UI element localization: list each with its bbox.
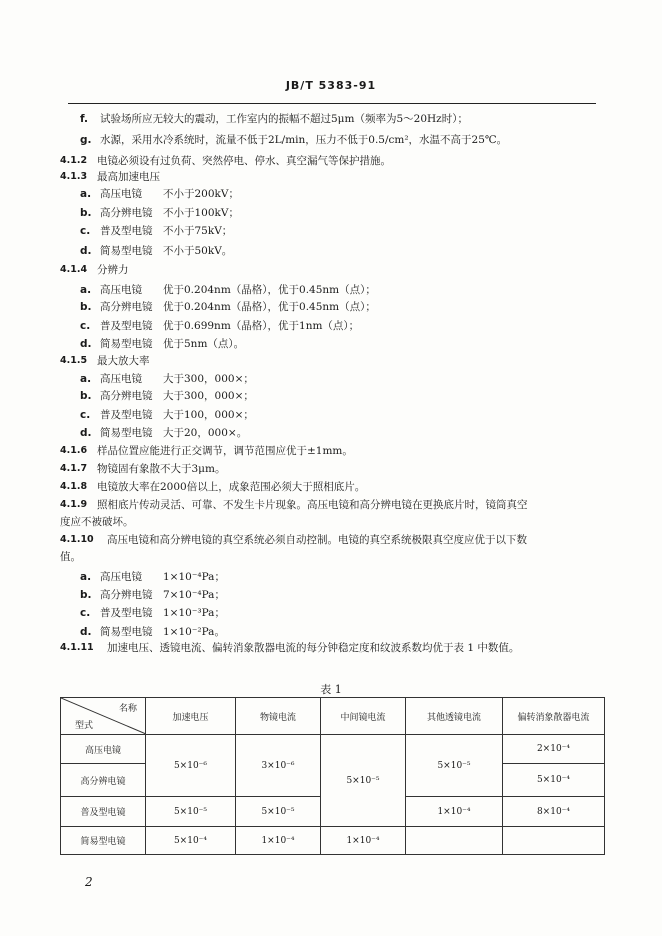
clause-number: 4.1.6: [60, 445, 88, 456]
item-letter: f.: [80, 113, 88, 125]
clause-number: 4.1.2: [60, 155, 88, 166]
list-item-text: 高压电镜 1×10⁻⁴Pa；: [100, 571, 225, 583]
page-number: 2: [85, 875, 93, 889]
corner-bottom-label: 型式: [75, 721, 94, 731]
list-item-text: 简易型电镜 不小于50kV。: [100, 245, 233, 257]
list-item-text: 普及型电镜 1×10⁻³Pa；: [100, 607, 225, 619]
list-item-text: 高压电镜 不小于200kV；: [100, 188, 239, 200]
column-header: 偏转消象散器电流: [503, 698, 605, 735]
column-header: 中间镜电流: [321, 698, 406, 735]
table-cell: 5×10⁻⁵: [236, 797, 321, 827]
item-letter: b.: [80, 589, 92, 601]
table-cell: 5×10⁻⁶: [146, 735, 236, 797]
clause-number: 4.1.4: [60, 264, 88, 275]
list-item-text: 高压电镜 优于0.204nm（晶格），优于0.45nm（点）；: [100, 284, 376, 296]
spec-table: [60, 697, 605, 855]
table-cell: 5×10⁻⁵: [406, 735, 503, 797]
table-caption: 表 1: [320, 683, 342, 696]
item-letter: d.: [80, 427, 92, 439]
clause-text: 高压电镜和高分辨电镜的真空系统必须自动控制。电镜的真空系统极限真空度应优于以下数: [107, 534, 527, 546]
table-cell: 5×10⁻⁵: [321, 735, 406, 827]
clause-number: 4.1.8: [60, 481, 88, 492]
table-cell: 1×10⁻⁴: [321, 827, 406, 855]
table-cell: 3×10⁻⁶: [236, 735, 321, 797]
row-label: 高分辨电镜: [61, 764, 146, 797]
clause-number: 4.1.5: [60, 355, 88, 366]
item-letter: b.: [80, 207, 92, 219]
item-letter: d.: [80, 626, 92, 638]
list-item-text: 试验场所应无较大的震动，工作室内的振幅不超过5μm（频率为5～20Hz时）；: [100, 113, 468, 125]
clause-number: 4.1.7: [60, 463, 88, 474]
clause-text: 照相底片传动灵活、可靠、不发生卡片现象。高压电镜和高分辨电镜在更换底片时，镜筒真空: [97, 499, 528, 511]
clause-text: 物镜固有象散不大于3μm。: [97, 463, 226, 475]
header-rule: [68, 103, 596, 104]
clause-text: 电镜放大率在2000倍以上，成象范围必须大于照相底片。: [97, 481, 366, 493]
list-item-text: 普及型电镜 不小于75kV；: [100, 225, 233, 237]
list-item-text: 高压电镜 大于300，000×；: [100, 373, 254, 385]
item-letter: b.: [80, 390, 92, 402]
list-item-text: 高分辨电镜 7×10⁻⁴Pa；: [100, 589, 225, 601]
clause-number: 4.1.11: [60, 642, 94, 653]
item-letter: a.: [80, 571, 92, 583]
table-cell: 1×10⁻⁴: [236, 827, 321, 855]
item-letter: c.: [80, 607, 91, 619]
item-letter: a.: [80, 188, 92, 200]
clause-text: 样品位置应能进行正交调节，调节范围应优于±1mm。: [97, 445, 353, 457]
row-label: 普及型电镜: [61, 797, 146, 827]
clause-text: 加速电压、透镜电流、偏转消象散器电流的每分钟稳定度和纹波系数均优于表 1 中数值。: [107, 642, 520, 654]
list-item-text: 水源，采用水冷系统时，流量不低于2L/min，压力不低于0.5/cm²，水温不高于25℃。: [100, 134, 508, 146]
column-header: 物镜电流: [236, 698, 321, 735]
table-header-row: [61, 698, 605, 735]
item-letter: b.: [80, 301, 92, 313]
table-cell: 5×10⁻⁴: [503, 764, 605, 797]
table-cell: 1×10⁻⁴: [406, 797, 503, 827]
table-row: [61, 735, 605, 764]
item-letter: g.: [80, 134, 92, 146]
list-item-text: 高分辨电镜 不小于100kV；: [100, 207, 239, 219]
table-cell: 2×10⁻⁴: [503, 735, 605, 764]
clause-text: 电镜必须设有过负荷、突然停电、停水、真空漏气等保护措施。: [97, 155, 391, 167]
list-item-text: 简易型电镜 优于5nm（点）。: [100, 338, 245, 350]
table-cell: 5×10⁻⁵: [146, 797, 236, 827]
table-cell-empty: [406, 827, 503, 855]
page-header: JB/T 5383-91: [285, 79, 377, 92]
clause-number: 4.1.9: [60, 499, 88, 510]
list-item-text: 高分辨电镜 大于300，000×；: [100, 390, 254, 402]
continuation-text: 值。: [60, 551, 81, 563]
column-header: 加速电压: [146, 698, 236, 735]
clause-number: 4.1.10: [60, 534, 94, 545]
list-item-text: 简易型电镜 1×10⁻²Pa。: [100, 626, 225, 638]
list-item-text: 普及型电镜 优于0.699nm（晶格），优于1nm（点）；: [100, 320, 360, 332]
corner-top-label: 名称: [118, 704, 137, 714]
table-cell: 5×10⁻⁴: [146, 827, 236, 855]
item-letter: d.: [80, 245, 92, 257]
item-letter: a.: [80, 284, 92, 296]
item-letter: c.: [80, 225, 91, 237]
item-letter: a.: [80, 373, 92, 385]
table-cell-empty: [503, 827, 605, 855]
continuation-text: 度应不被破坏。: [60, 516, 134, 528]
row-label: 高压电镜: [61, 735, 146, 764]
clause-text: 最大放大率: [97, 355, 150, 367]
list-item-text: 高分辨电镜 优于0.204nm（晶格），优于0.45nm（点）；: [100, 301, 376, 313]
table-cell: 8×10⁻⁴: [503, 797, 605, 827]
clause-text: 最高加速电压: [97, 171, 160, 183]
list-item-text: 简易型电镜 大于20，000×。: [100, 427, 248, 439]
column-header: 其他透镜电流: [406, 698, 503, 735]
table-row: [61, 827, 605, 855]
item-letter: d.: [80, 338, 92, 350]
corner-cell: [61, 698, 146, 735]
item-letter: c.: [80, 320, 91, 332]
clause-text: 分辨力: [97, 264, 129, 276]
row-label: 简易型电镜: [61, 827, 146, 855]
clause-number: 4.1.3: [60, 171, 88, 182]
list-item-text: 普及型电镜 大于100，000×；: [100, 409, 254, 421]
item-letter: c.: [80, 409, 91, 421]
